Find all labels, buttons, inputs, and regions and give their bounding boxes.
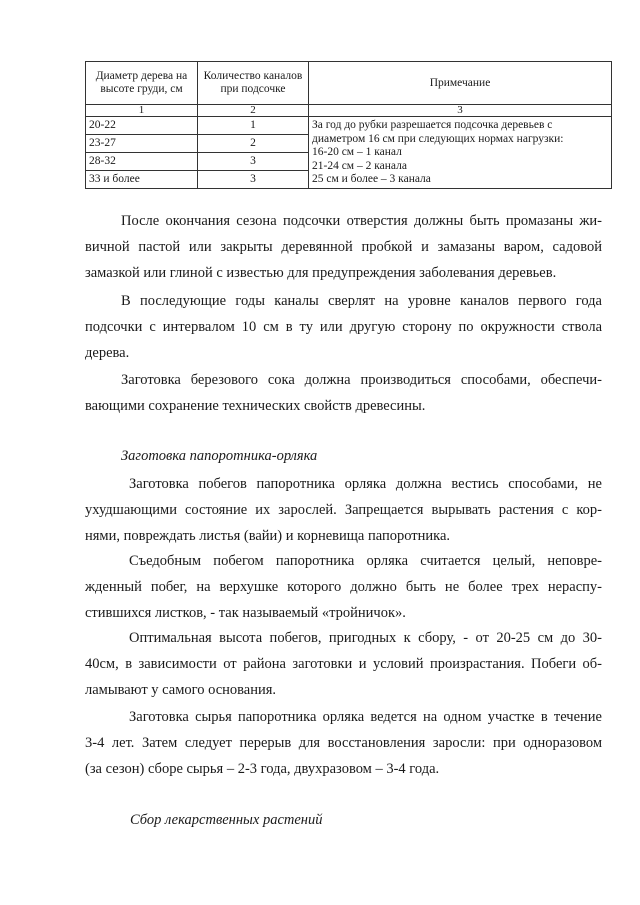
text-line: ламывают у самого основания.	[85, 682, 277, 698]
header-channels: Количество каналов при подсочке	[198, 62, 309, 105]
channels-cell: 1	[198, 117, 309, 135]
text-line: После окончания сезона подсочки отверстия должны быть промазаны жи-	[121, 213, 602, 229]
text-line: вичной пастой или закрыты деревянной пробкой и замазаны варом, садовой	[85, 239, 602, 255]
text-line: Съедобным побегом папоротника орляка считается целый, неповре-	[129, 553, 602, 569]
paragraph-edible-shoot	[85, 548, 602, 626]
note-cell	[309, 117, 612, 189]
header-diameter: Диаметр дерева на высоте груди, см	[86, 62, 198, 105]
diameter-cell: 20-22	[86, 117, 198, 135]
note-line: 21-24 см – 2 канала	[312, 159, 407, 172]
text-line: (за сезон) сборе сырья – 2-3 года, двухразовом – 3-4 года.	[85, 761, 440, 777]
text-line: жденный побег, на верхушке которого должно быть не более трех нераспу-	[85, 579, 602, 595]
text-line: Заготовка сырья папоротника орляка ведется на одном участке в течение	[129, 709, 602, 725]
note-line: диаметром 16 см при следующих нормах нагрузки:	[312, 132, 564, 145]
text-line: 3-4 лет. Затем следует перерыв для восстановления заросли: при одноразовом	[85, 735, 602, 751]
text-line: нями, повреждать листья (вайи) и корневища папоротника.	[85, 528, 451, 544]
text-line: ухудшающими состояние их зарослей. Запрещается вырывать растения с кор-	[85, 502, 602, 518]
text-line: В последующие годы каналы сверлят на уровне каналов первого года	[121, 293, 602, 309]
column-number: 3	[309, 105, 612, 117]
column-number: 1	[86, 105, 198, 117]
table-header-row	[86, 62, 612, 105]
column-number: 2	[198, 105, 309, 117]
section-heading-medicinal: Сбор лекарственных растений	[130, 812, 323, 828]
paragraph-birch-sap	[85, 367, 602, 419]
diameter-cell: 33 и более	[86, 171, 198, 189]
paragraph-shoot-height	[85, 625, 602, 703]
channels-cell: 3	[198, 171, 309, 189]
section-heading-fern: Заготовка папоротника-орляка	[121, 448, 318, 464]
text-line: замазкой или глиной с известью для предупреждения заболевания деревьев.	[85, 265, 557, 281]
table-column-numbers-row	[86, 105, 612, 117]
note-line: За год до рубки разрешается подсочка деревьев с	[312, 119, 553, 131]
text-line: 40см, в зависимости от района заготовки и условий произрастания. Побеги об-	[85, 656, 602, 672]
text-line: стившихся листков, - так называемый «тройничок».	[85, 605, 406, 621]
paragraph-resin-sealing	[85, 208, 602, 286]
text-line: вающими сохранение технических свойств древесины.	[85, 398, 426, 414]
channels-cell: 2	[198, 135, 309, 153]
diameter-cell: 23-27	[86, 135, 198, 153]
paragraph-next-years	[85, 288, 602, 366]
tapping-norms-table	[85, 61, 612, 189]
header-note: Примечание	[309, 62, 612, 105]
channels-cell: 3	[198, 153, 309, 171]
text-line: Заготовка березового сока должна производиться способами, обеспечи-	[121, 372, 602, 388]
table-row	[86, 117, 612, 135]
note-line: 25 см и более – 3 канала	[312, 173, 431, 186]
paragraph-fern-rotation	[85, 704, 602, 782]
paragraph-fern-harvest	[85, 471, 602, 549]
text-line: подсочки с интервалом 10 см в ту или другую сторону по окружности ствола	[85, 319, 602, 335]
diameter-cell: 28-32	[86, 153, 198, 171]
note-line: 16-20 см – 1 канал	[312, 146, 402, 159]
text-line: дерева.	[85, 345, 130, 361]
text-line: Оптимальная высота побегов, пригодных к сбору, - от 20-25 см до 30-	[129, 630, 602, 646]
text-line: Заготовка побегов папоротника орляка должна вестись способами, не	[129, 476, 602, 492]
